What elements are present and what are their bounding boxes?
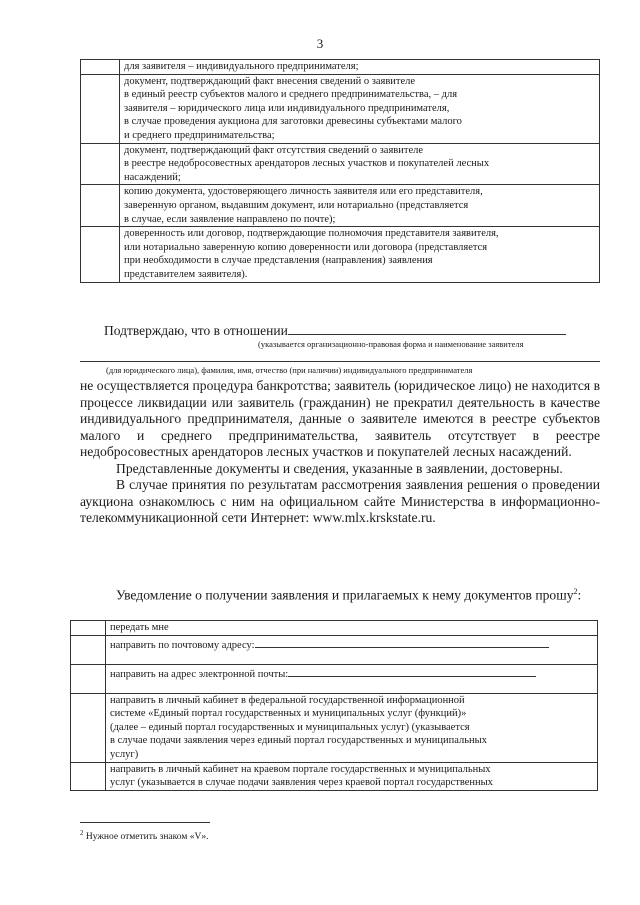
row-line: передать мне	[110, 622, 169, 633]
page-number: 3	[316, 36, 324, 51]
checkbox-cell[interactable]	[71, 693, 106, 762]
field-hint: (указывается организационно-правовая форма и наименование заявителя	[258, 339, 524, 349]
checkbox-cell[interactable]	[81, 60, 120, 75]
applicant-name-field[interactable]	[288, 320, 566, 335]
row-line: направить по почтовому адресу:	[110, 639, 255, 651]
notification-colon: :	[577, 587, 582, 603]
declaration-paragraph: не осуществляется процедура банкротства; заявитель (юридическое лицо) не находится в процессе ликвидации или заявитель (гражданин) не прекратил деятельность в качестве индивидуального предпринимателя, данные о заявителе имеются в реестре субъектов малого и среднего предпринимательства, заявитель отсутствует в реестре недобросовестных арендаторов лесных участков и покупателей лесных насаждений.	[80, 378, 600, 459]
declaration-text	[80, 378, 600, 527]
row-line: направить на адрес электронной почты:	[110, 668, 289, 680]
checkbox-cell[interactable]	[81, 143, 120, 185]
checkbox-cell[interactable]	[81, 227, 120, 282]
footnote	[80, 829, 208, 842]
row-line: услуг (указывается в случае подачи заявления через краевой портал государственных	[110, 777, 493, 789]
document-item-row	[81, 60, 600, 75]
attached-documents-table	[80, 59, 600, 283]
notification-option-text	[106, 762, 598, 790]
notification-option-row	[71, 693, 598, 762]
row-line: доверенность или договор, подтверждающие полномочия представителя заявителя,	[124, 228, 499, 240]
row-line: для заявителя – индивидуального предпринимателя;	[124, 61, 359, 72]
notification-option-row	[71, 762, 598, 790]
row-line: документ, подтверждающий факт внесения сведений о заявителе	[124, 75, 416, 87]
row-line: документ, подтверждающий факт отсутствия сведений о заявителе	[124, 144, 424, 156]
applicant-name-field-continued[interactable]	[80, 361, 600, 362]
row-line: заявителя – юридического лица или индивидуального предпринимателя,	[124, 102, 450, 114]
row-line: (далее – единый портал государственных и муниципальных услуг) (указывается	[110, 721, 470, 733]
field-hint-continued: (для юридического лица), фамилия, имя, отчество (при наличии) индивидуального предпринимателя	[106, 365, 473, 375]
checkbox-cell[interactable]	[71, 762, 106, 790]
row-line: в реестре недобросовестных арендаторов лесных участков и покупателей лесных	[124, 158, 490, 170]
checkbox-cell[interactable]	[71, 635, 106, 664]
row-line: в случае проведения аукциона для заготовки древесины субъектами малого	[124, 116, 462, 128]
document-item-text	[120, 74, 600, 143]
footnote-mark: 2	[80, 829, 84, 837]
row-line: и среднего предпринимательства;	[124, 129, 275, 141]
row-line: копию документа, удостоверяющего личность заявителя или его представителя,	[124, 186, 483, 198]
notification-option-row	[71, 635, 598, 664]
row-line: при необходимости в случае представления (направления) заявления	[124, 255, 433, 267]
notification-request	[80, 584, 600, 604]
row-line: заверенную органом, выдавшим документ, или нотариально (представляется	[124, 199, 469, 211]
document-item-text	[120, 143, 600, 185]
checkbox-cell[interactable]	[71, 664, 106, 693]
row-line: насаждений;	[124, 171, 181, 183]
document-item-text	[120, 227, 600, 282]
notification-option-text	[106, 693, 598, 762]
row-line: или нотариально заверенную копию доверенности или договора (представляется	[124, 241, 488, 253]
notification-option-text	[106, 664, 598, 693]
fill-in-field[interactable]	[255, 636, 549, 648]
notification-option-text	[106, 621, 598, 636]
row-line: представителем заявителя).	[124, 268, 248, 280]
declaration-paragraph: В случае принятия по результатам рассмотрения заявления решения о проведении аукциона ознакомлюсь с ним на официальном сайте Министерства в информационно-телекоммуникационной сети Интернет: www.mlx.krskstate.ru.	[80, 477, 600, 525]
notification-option-row	[71, 621, 598, 636]
row-line: услуг)	[110, 748, 139, 760]
row-line: в единый реестр субъектов малого и среднего предпринимательства, – для	[124, 89, 458, 101]
footnote-text: Нужное отметить знаком «V».	[85, 832, 209, 843]
fill-in-field[interactable]	[288, 665, 536, 677]
row-line: системе «Единый портал государственных и муниципальных услуг (функций)»	[110, 708, 467, 720]
notification-method-table	[70, 620, 598, 791]
document-item-row	[81, 227, 600, 282]
checkbox-cell[interactable]	[71, 621, 106, 636]
row-line: направить в личный кабинет на краевом портале государственных и муниципальных	[110, 763, 491, 775]
row-line: в случае подачи заявления через единый портал государственных и муниципальных	[110, 735, 487, 747]
document-item-row	[81, 74, 600, 143]
checkbox-cell[interactable]	[81, 185, 120, 227]
row-line: в случае, если заявление направлено по почте);	[124, 213, 336, 225]
confirmation-statement	[104, 320, 600, 339]
document-item-text	[120, 185, 600, 227]
notification-option-text	[106, 635, 598, 664]
confirmation-lead: Подтверждаю, что в отношении	[104, 323, 288, 338]
notification-option-row	[71, 664, 598, 693]
declaration-paragraph: Представленные документы и сведения, указанные в заявлении, достоверны.	[116, 460, 563, 476]
checkbox-cell[interactable]	[81, 74, 120, 143]
document-item-text	[120, 60, 600, 75]
document-item-row	[81, 143, 600, 185]
notification-text: Уведомление о получении заявления и прилагаемых к нему документов прошу	[116, 587, 574, 603]
document-item-row	[81, 185, 600, 227]
footnote-divider	[80, 822, 210, 823]
row-line: направить в личный кабинет в федеральной государственной информационной	[110, 694, 465, 706]
footnote-ref: 2	[573, 587, 578, 596]
